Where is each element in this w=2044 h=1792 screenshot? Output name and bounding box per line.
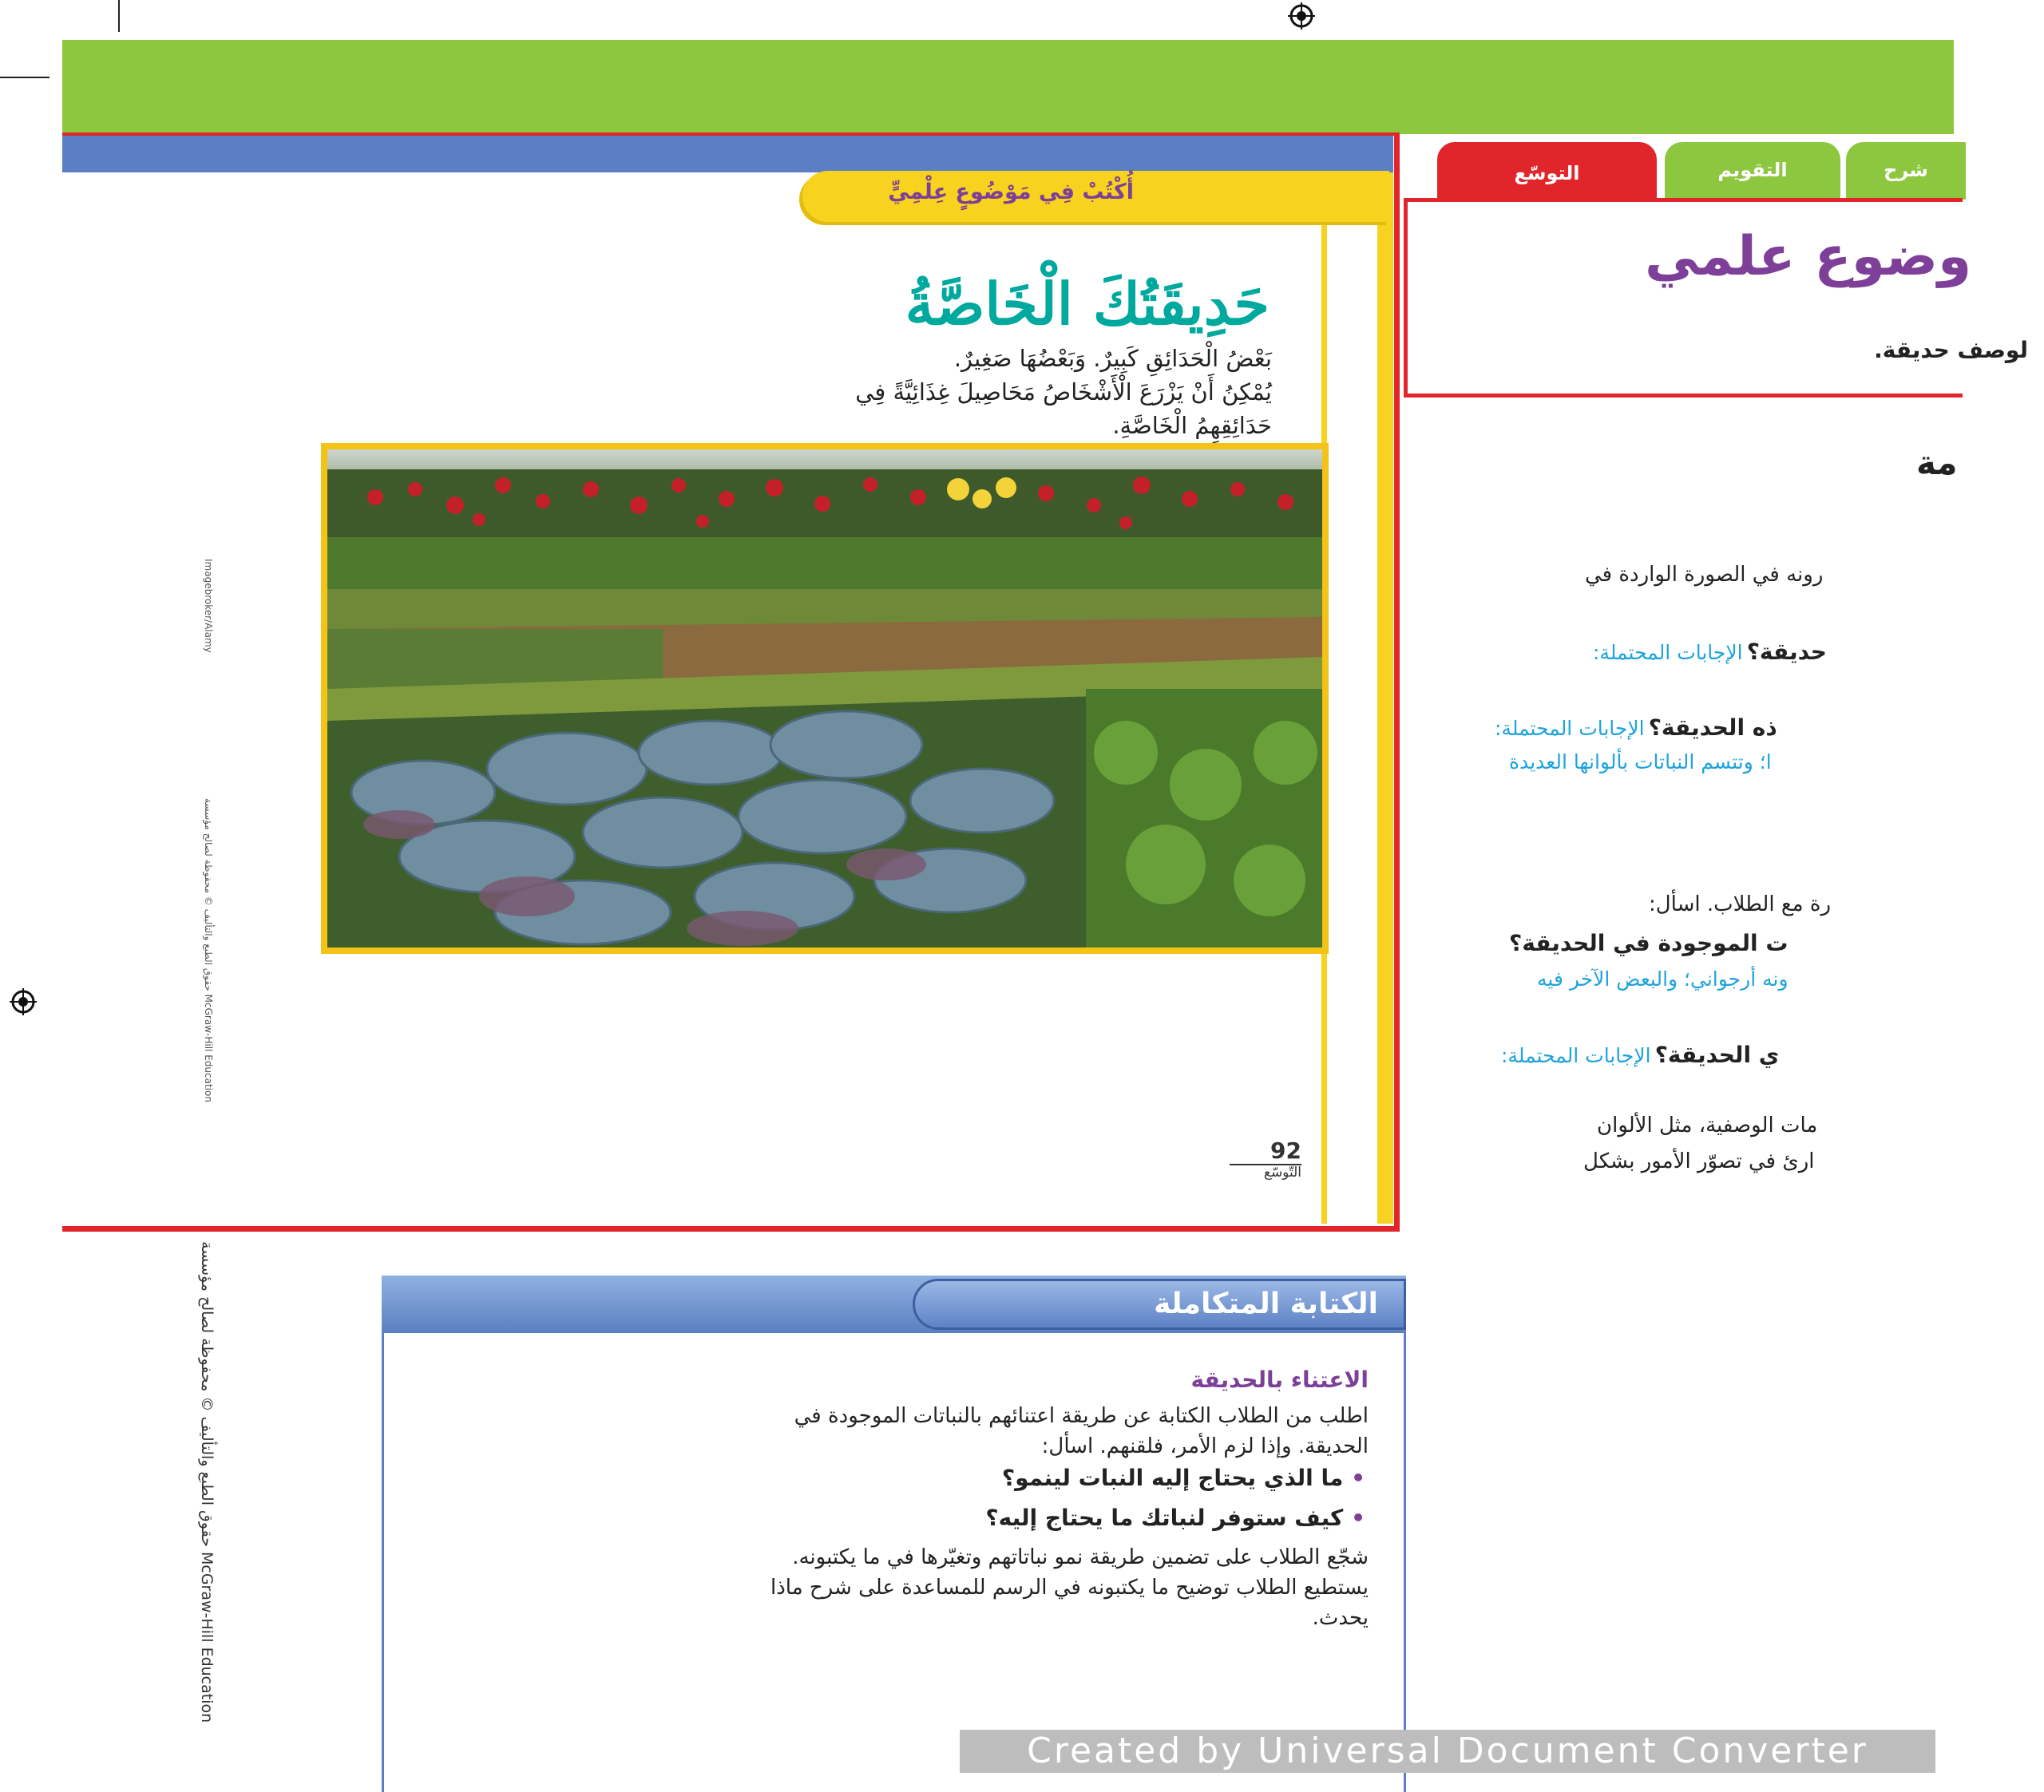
student-page-yellow-edge <box>1377 172 1393 1224</box>
teacher-line: مات الوصفية، مثل الألوان <box>1597 1114 1818 1137</box>
answer-text-continued: ا؛ وتتسم النباتات بألوانها العديدة <box>1509 750 1772 773</box>
bullet-dot-icon: • <box>1351 1505 1365 1531</box>
paragraph-line: الحديقة. وإذا لزم الأمر، فلقنهم. اسأل: <box>1041 1434 1369 1458</box>
paragraph-line: يحدث. <box>1312 1606 1369 1630</box>
answer-text: الإجابات المحتملة: <box>1501 1044 1651 1067</box>
teacher-question-2 <box>1495 714 1777 741</box>
paragraph-line: حَدَائِقِهِمُ الْخَاصَّةِ. <box>1112 412 1272 439</box>
question-text: ي الحديقة؟ <box>1654 1042 1780 1068</box>
converter-banner: Created by Universal Document Converter <box>960 1730 1935 1773</box>
paragraph-line: بَعْضُ الْحَدَائِقِ كَبِيرٌ. وَبَعْضُهَا صَغِيرٌ. <box>953 345 1272 372</box>
teacher-line: ارئ في تصوّر الأمور بشكل <box>1583 1149 1815 1173</box>
answer-text: الإجابات المحتملة: <box>1593 641 1743 664</box>
teacher-question-1 <box>1593 639 1827 665</box>
paragraph-line: شجّع الطلاب على تضمين طريقة نمو نباتاتهم وتغيّرها في ما يكتبونه. <box>792 1545 1369 1569</box>
crop-mark-horizontal <box>0 77 50 78</box>
teacher-heading: مة <box>1916 443 1958 482</box>
integrated-writing-subtitle: الاعتناء بالحديقة <box>1190 1367 1369 1393</box>
teacher-question-3: ت الموجودة في الحديقة؟ <box>1509 930 1788 956</box>
student-page-copyright: حقوق الطبع والتأليف © محفوظة لصالح مؤسسة McGraw-Hill Education <box>203 798 214 1102</box>
paragraph-line: اطلب من الطلاب الكتابة عن طريقة اعتنائهم بالنباتات الموجودة في <box>794 1404 1369 1428</box>
integrated-writing-box <box>382 1276 1406 1792</box>
integrated-writing-paragraph <box>447 1542 1369 1633</box>
integrated-writing-paragraph <box>447 1401 1369 1462</box>
tab-evaluate[interactable]: التقويم <box>1665 142 1840 200</box>
section-tab-label: أُكْتُبْ فِي مَوْضُوعٍ عِلْمِيٍّ <box>888 180 1134 204</box>
teacher-objective: لوصف حديقة. <box>1874 337 2028 363</box>
teacher-title: وضوع علمي <box>1645 225 1972 288</box>
top-green-band <box>62 40 1954 134</box>
photo-credit: Imagebroker/Alamy <box>203 559 214 653</box>
page-title: حَدِيقَتُكَ الْخَاصَّةُ <box>905 270 1270 338</box>
teacher-line: رونه في الصورة الواردة في <box>1585 563 1824 587</box>
registration-target-icon <box>1288 2 1315 30</box>
crop-mark-vertical <box>118 0 120 32</box>
garden-photo <box>321 443 1329 954</box>
integrated-writing-title: الكتابة المتكاملة <box>1154 1288 1378 1320</box>
registration-target-icon <box>10 988 37 1015</box>
question-text: ذه الحديقة؟ <box>1648 714 1777 741</box>
bullet-text: ما الذي يحتاج إليه النبات لينمو؟ <box>1001 1465 1344 1491</box>
tab-explain[interactable]: شرح <box>1846 142 1966 200</box>
teacher-question-4 <box>1501 1042 1779 1068</box>
answer-text: الإجابات المحتملة: <box>1495 717 1645 740</box>
student-page-blue-strip <box>62 136 1393 172</box>
side-copyright: حقوق الطبع والتأليف © محفوظة لصالح مؤسسة McGraw-Hill Education <box>198 1241 216 1723</box>
paragraph-line: يستطيع الطلاب توضيح ما يكتبونه في الرسم للمساعدة على شرح ماذا <box>770 1576 1369 1600</box>
bullet-item <box>559 1505 1365 1531</box>
garden-photo-image <box>327 449 1322 947</box>
bullet-dot-icon: • <box>1351 1465 1365 1491</box>
question-text: حديقة؟ <box>1746 639 1827 665</box>
page-number: 92 <box>1230 1137 1301 1165</box>
paragraph-line: يُمْكِنُ أَنْ يَزْرَعَ الْأَشْخَاصُ مَحَاصِيلَ غِذَائِيَّةً فِي <box>855 378 1272 405</box>
page-number-label: التّوسّع <box>1263 1165 1301 1181</box>
bullet-text: كيف ستوفر لنباتك ما يحتاج إليه؟ <box>985 1505 1344 1531</box>
teacher-line: رة مع الطلاب. اسأل: <box>1649 892 1832 916</box>
tab-extend[interactable]: التوسّع <box>1437 142 1657 200</box>
page-paragraph <box>639 342 1272 442</box>
bullet-item <box>559 1465 1365 1491</box>
answer-text: ونه أرجواني؛ والبعض الآخر فيه <box>1537 967 1788 991</box>
